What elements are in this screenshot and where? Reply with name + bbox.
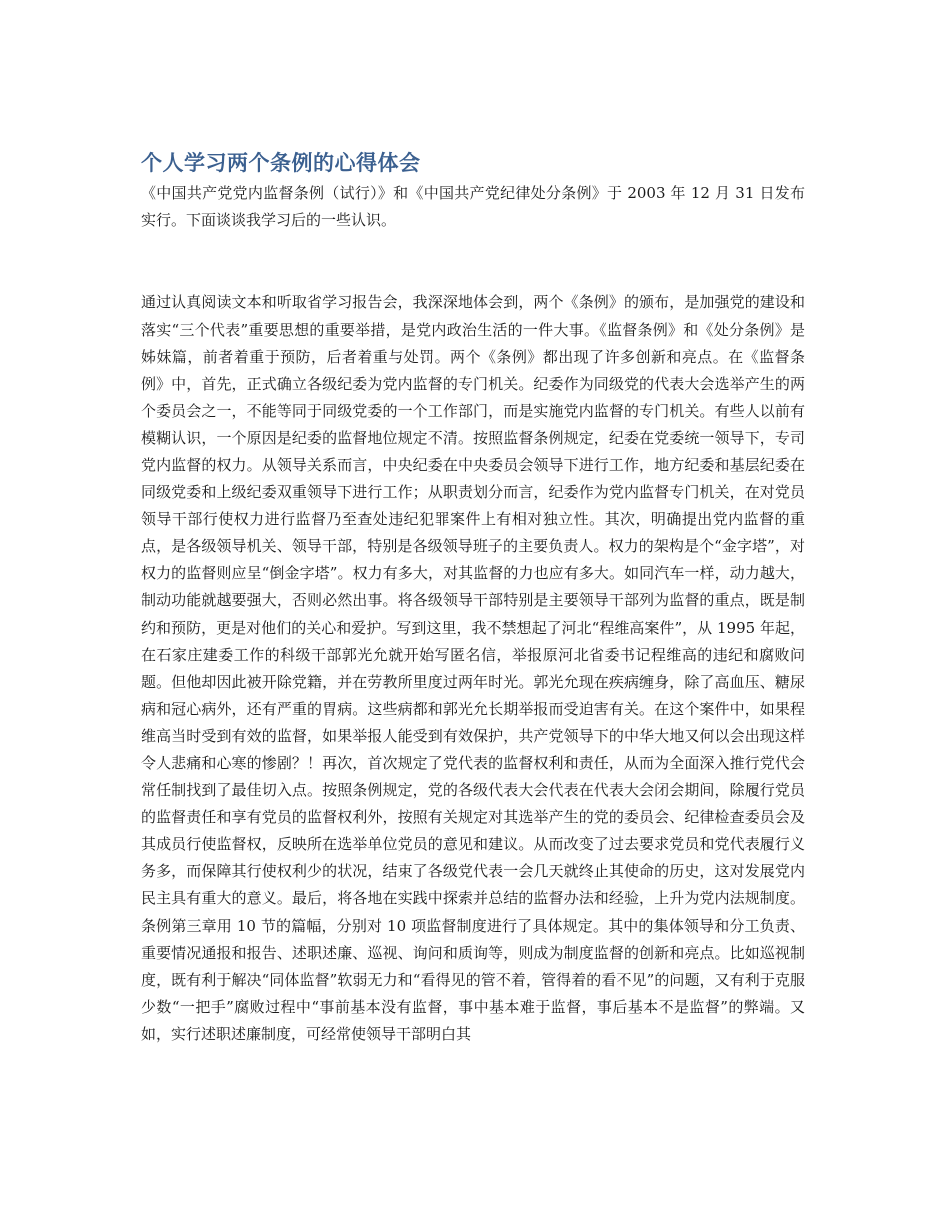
body-paragraph: 通过认真阅读文本和听取省学习报告会，我深深地体会到，两个《条例》的颁布，是加强党的建设和落实“三个代表”重要思想的重要举措，是党内政治生活的一件大事。《监督条例》和《处分条例》是姊妹篇，前者着重于预防，后者着重与处罚。两个《条例》都出现了许多创新和亮点。在《监督条例》中，首先，正式确立各级纪委为党内监督的专门机关。纪委作为同级党的代表大会选举产生的两个委员会之一，不能等同于同级党委的一个工作部门，而是实施党内监督的专门机关。有些人以前有模糊认识，一个原因是纪委的监督地位规定不清。按照监督条例规定，纪委在党委统一领导下，专司党内监督的权力。从领导关系而言，中央纪委在中央委员会领导下进行工作，地方纪委和基层纪委在同级党委和上级纪委双重领导下进行工作；从职责划分而言，纪委作为党内监督专门机关，在对党员领导干部行使权力进行监督乃至查处违纪犯罪案件上有相对独立性。其次，明确提出党内监督的重点，是各级领导机关、领导干部，特别是各级领导班子的主要负责人。权力的架构是个“金字塔”，对权力的监督则应呈“倒金字塔”。权力有多大，对其监督的力也应有多大。如同汽车一样，动力越大，制动功能就越要强大，否则必然出事。将各级领导干部特别是主要领导干部列为监督的重点，既是制约和预防，更是对他们的关心和爱护。写到这里，我不禁想起了河北“程维高案件”，从 1995 年起，在石家庄建委工作的科级干部郭光允就开始写匿名信，举报原河北省委书记程维高的违纪和腐败问题。但他却因此被开除党籍，并在劳教所里度过两年时光。郭光允现在疾病缠身，除了高血压、糖尿病和冠心病外，还有严重的胃病。这些病都和郭光允长期举报而受迫害有关。在这个案件中，如果程维高当时受到有效的监督，如果举报人能受到有效保护，共产党领导下的中华大地又何以会出现这样令人悲痛和心寒的惨剧？！再次，首次规定了党代表的监督权利和责任，从而为全面深入推行党代会常任制找到了最佳切入点。按照条例规定，党的各级代表大会代表在代表大会闭会期间，除履行党员的监督责任和享有党员的监督权利外，按照有关规定对其选举产生的党的委员会、纪律检查委员会及其成员行使监督权，反映所在选举单位党员的意见和建议。从而改变了过去要求党员和党代表履行义务多，而保障其行使权利少的状况，结束了各级党代表一会几天就终止其使命的历史，这对发展党内民主具有重大的意义。最后，将各地在实践中探索并总结的监督办法和经验，上升为党内法规制度。条例第三章用 10 节的篇幅，分别对 10 项监督制度进行了具体规定。其中的集体领导和分工负责、重要情况通报和报告、述职述廉、巡视、询问和质询等，则成为制度监督的创新和亮点。比如巡视制度，既有利于解决“同体监督”软弱无力和“看得见的管不着，管得着的看不见”的问题，又有利于克服少数“一把手”腐败过程中“事前基本没有监督，事中基本难于监督，事后基本不是监督”的弊端。又如，实行述职述廉制度，可经常使领导干部明白其 <box>141 293 805 1043</box>
document-page <box>141 148 805 1048</box>
intro-paragraph: 《中国共产党党内监督条例（试行）》和《中国共产党纪律处分条例》于 2003 年 12 月 31 日发布实行。下面谈谈我学习后的一些认识。 <box>141 184 805 229</box>
document-title: 个人学习两个条例的心得体会 <box>141 151 421 175</box>
